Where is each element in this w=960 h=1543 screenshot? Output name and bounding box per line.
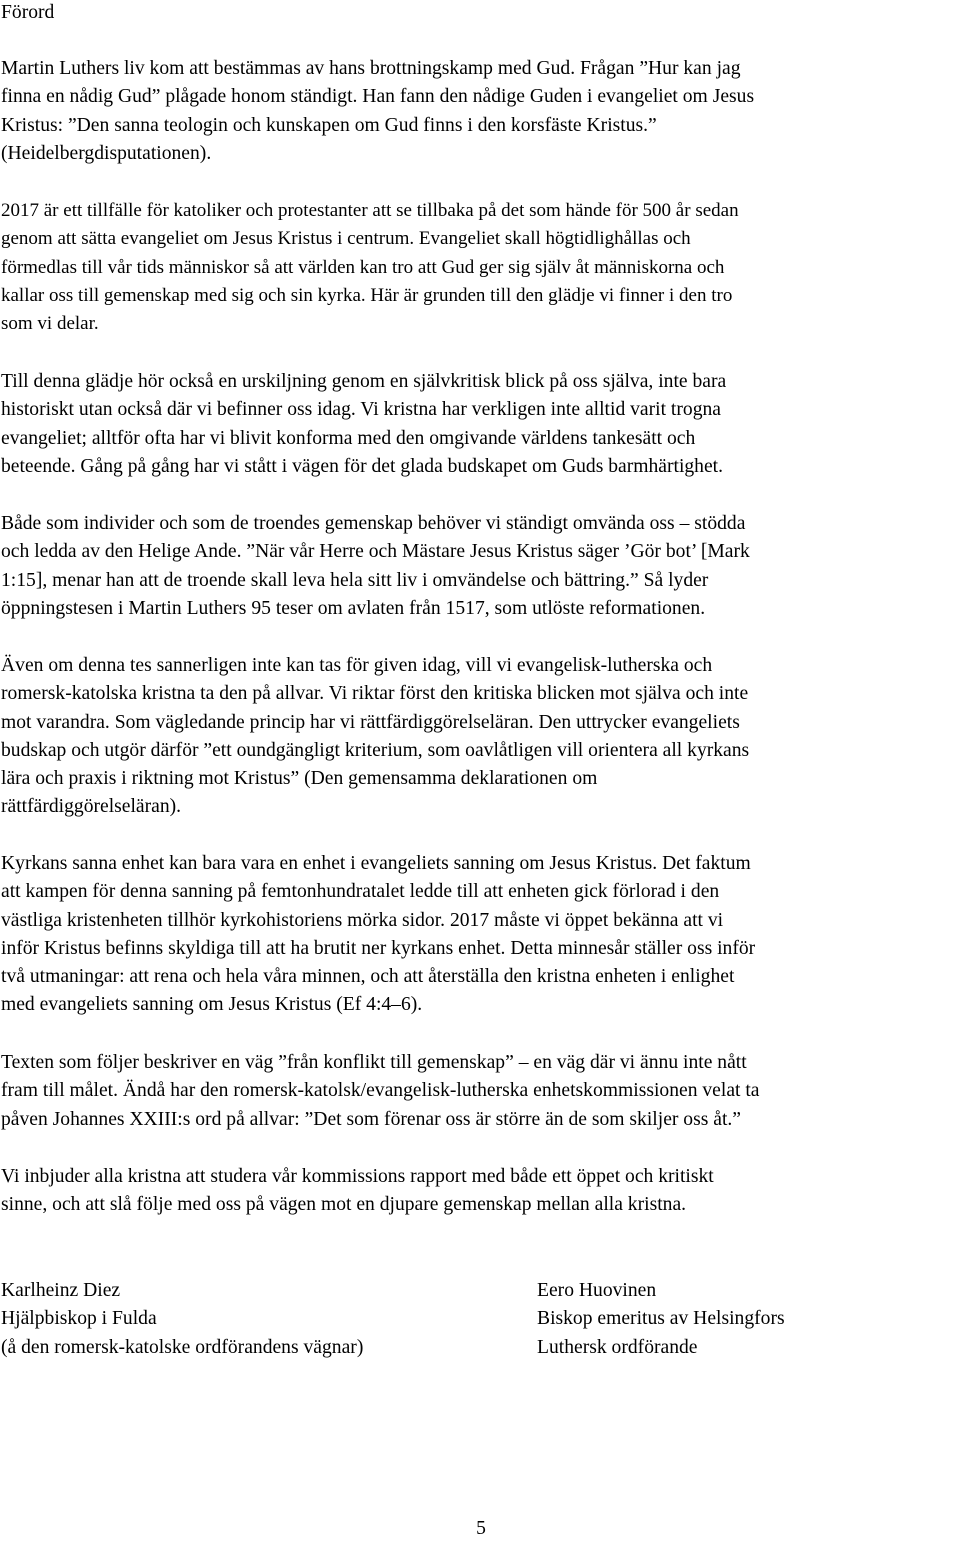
text-line: lära och praxis i riktning mot Kristus” (Den gemensamma deklarationen om (1, 768, 598, 790)
text-line: 2017 är ett tillfälle för katoliker och protestanter att se tillbaka på det som hände för 500 år sedan (1, 200, 739, 221)
text-line: 1:15], menar han att de troende skall leva hela sitt liv i omvändelse och bättring.” Så lyder (1, 569, 709, 591)
paragraph-8 (1, 1163, 956, 1220)
text-line: som vi delar. (1, 313, 99, 335)
text-line: inför Kristus befinns skyldiga till att ha brutit ner kyrkans enhet. Detta minnesår ställer oss inför (1, 937, 756, 959)
signatory-role: (å den romersk-katolske ordförandens vägnar) (1, 1336, 364, 1358)
text-line: sinne, och att slå följe med oss på vägen mot en djupare gemenskap mellan alla kristna. (1, 1194, 687, 1216)
signatory-name: Eero Huovinen (537, 1280, 657, 1301)
text-line: Kyrkans sanna enhet kan bara vara en enhet i evangeliets sanning om Jesus Kristus. Det faktum (1, 853, 751, 874)
text-line: mot varandra. Som vägledande princip har vi rättfärdiggörelseläran. Den uttrycker evangeliets (1, 711, 740, 733)
text-line: västliga kristenheten tillhör kyrkohistoriens mörka sidor. 2017 måste vi öppet bekänna att vi (1, 909, 724, 931)
text-line: Både som individer och som de troendes gemenskap behöver vi ständigt omvända oss – stödda (1, 513, 746, 534)
text-line: öppningstesen i Martin Luthers 95 teser om avlaten från 1517, som utlöste reformationen. (1, 597, 706, 619)
text-line: evangeliet; alltför ofta har vi blivit konforma med den omgivande världens tankesätt och (1, 427, 696, 449)
paragraph-2 (1, 197, 956, 338)
text-line: kallar oss till gemenskap med sig och sin kyrka. Här är grunden till den glädje vi finner i den tro (1, 284, 733, 306)
signatory-name: Karlheinz Diez (1, 1280, 121, 1301)
paragraph-5 (1, 652, 956, 822)
text-line: Till denna glädje hör också en urskiljning genom en självkritisk blick på oss själva, inte bara (1, 371, 727, 392)
text-line: påven Johannes XXIII:s ord på allvar: ”Det som förenar oss är större än de som skiljer oss åt.” (1, 1108, 741, 1130)
text-line: Även om denna tes sannerligen inte kan tas för given idag, vill vi evangelisk-lutherska och (1, 655, 713, 676)
text-line: beteende. Gång på gång har vi stått i vägen för det glada budskapet om Guds barmhärtighet. (1, 455, 724, 477)
signature-block-left (1, 1277, 363, 1362)
paragraph-4 (1, 510, 956, 623)
text-line: budskap och utgör därför ”ett oundgängligt kriterium, som oavlåtligen vill orientera all kyrkans (1, 739, 750, 761)
text-line: Vi inbjuder alla kristna att studera vår kommissions rapport med både ett öppet och kritiskt (1, 1166, 714, 1187)
paragraph-3 (1, 368, 956, 481)
text-line: genom att sätta evangeliet om Jesus Kristus i centrum. Evangeliet skall högtidlighållas och (1, 228, 691, 250)
signatory-role: Luthersk ordförande (537, 1336, 698, 1358)
text-line: förmedlas till vår tids människor så att världen kan tro att Gud ger sig själv åt människorna och (1, 256, 725, 278)
text-line: finna en nådig Gud” plågade honom ständigt. Han fann den nådige Guden i evangeliet om Jesus (1, 86, 755, 108)
text-line: romersk-katolska kristna ta den på allvar. Vi riktar först den kritiska blicken mot själva och inte (1, 683, 749, 705)
text-line: med evangeliets sanning om Jesus Kristus (Ef 4:4–6). (1, 994, 423, 1016)
text-line: två utmaningar: att rena och hela våra minnen, och att återställa den kristna enheten i enlighet (1, 966, 735, 988)
paragraph-1 (1, 55, 956, 168)
paragraph-7 (1, 1049, 956, 1134)
text-line: historiskt utan också där vi befinner oss idag. Vi kristna har verkligen inte alltid varit trogna (1, 399, 721, 421)
text-line: Texten som följer beskriver en väg ”från konflikt till gemenskap” – en väg där vi ännu inte nått (1, 1052, 747, 1073)
paragraph-6 (1, 850, 956, 1020)
page-number: 5 (476, 1518, 486, 1539)
signatory-title: Hjälpbiskop i Fulda (1, 1308, 157, 1330)
text-line: Martin Luthers liv kom att bestämmas av hans brottningskamp med Gud. Frågan ”Hur kan jag (1, 58, 741, 79)
text-line: (Heidelbergdisputationen). (1, 142, 212, 164)
signature-block-right (537, 1277, 785, 1362)
text-line: att kampen för denna sanning på femtonhundratalet ledde till att enheten gick förlorad i den (1, 881, 720, 903)
signatory-title: Biskop emeritus av Helsingfors (537, 1308, 785, 1330)
page-heading: Förord (1, 2, 55, 23)
text-line: rättfärdiggörelseläran). (1, 796, 182, 818)
text-line: fram till målet. Ändå har den romersk-katolsk/evangelisk-lutherska enhetskommissionen velat ta (1, 1080, 760, 1102)
text-line: Kristus: ”Den sanna teologin och kunskapen om Gud finns i den korsfäste Kristus.” (1, 114, 657, 136)
text-line: och ledda av den Helige Ande. ”När vår Herre och Mästare Jesus Kristus säger ’Gör bot’ [Mark (1, 541, 750, 563)
